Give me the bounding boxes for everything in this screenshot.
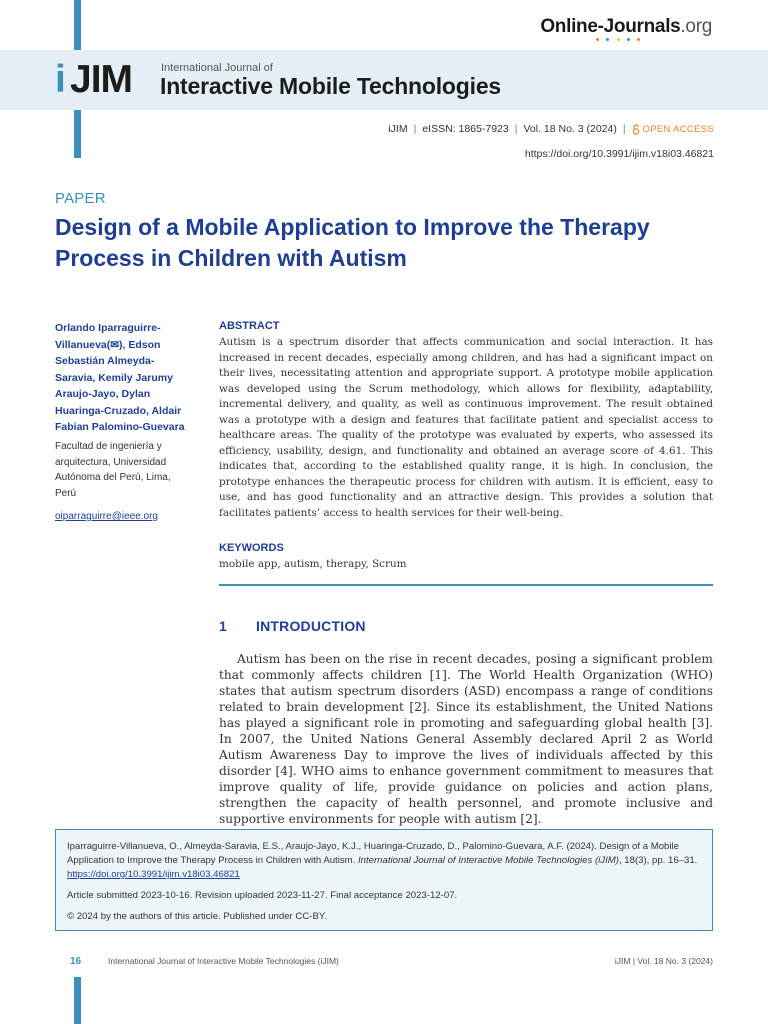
brand-dot bbox=[637, 38, 640, 41]
citation-doi-link[interactable]: https://doi.org/10.3991/ijim.v18i03.46821 bbox=[67, 869, 240, 880]
introduction-paragraph: Autism has been on the rise in recent decades, posing a significant problem that commonly affects children [1]. The World Health Organization (WHO) states that autism spectrum disorders (ASD) encompass a range of conditions related to brain development [2]. Since its establishment, the United Nations has played a significant role in promoting and safeguarding global health [3]. In 2007, the United Nations General Assembly declared April 2 as World Autism Awareness Day to improve the lives of individuals affected by this disorder [4]. WHO aims to enhance government commitment to measures that improve quality of life, provide guidance on policies and action plans, strengthen the capacity of health personnel, and promote inclusive and supportive environments for people with autism [2]. bbox=[219, 652, 713, 826]
logo-i: i bbox=[55, 58, 66, 101]
author-list: Orlando Iparraguirre-Villanueva(✉), Edson Sebastián Almeyda-Saravia, Kemily Jarumy Araujo-Jayo, Dylan Huaringa-Cruzado, Aldair Fabian Palomino-Guevara bbox=[55, 322, 185, 433]
page-number: 16 bbox=[70, 956, 82, 967]
citation-prefix: Iparraguirre-Villanueva, O., Almeyda-Saravia, E.S., Araujo-Jayo, K.J., Huaringa-Cruzado, D., Palomino-Guevara, A.F. (2024). Design of a Mobile Application to Improve the Therapy Process in Children with Autism. bbox=[67, 841, 679, 866]
eissn: eISSN: 1865-7923 bbox=[422, 123, 509, 135]
accent-bar-top bbox=[74, 0, 81, 50]
citation-text bbox=[67, 840, 701, 882]
citation-box bbox=[55, 829, 713, 931]
section-number: 1 bbox=[219, 618, 227, 634]
citation-journal: International Journal of Interactive Mobile Technologies (iJIM) bbox=[357, 855, 619, 866]
footer-journal-name: International Journal of Interactive Mobile Technologies (iJIM) bbox=[108, 956, 339, 966]
accent-bar-bottom bbox=[74, 977, 81, 1024]
journal-prefix: International Journal of bbox=[161, 62, 273, 74]
brand-dots bbox=[596, 38, 640, 42]
brand-dot bbox=[627, 38, 630, 41]
section-heading: INTRODUCTION bbox=[256, 618, 366, 634]
abstract-heading: ABSTRACT bbox=[219, 320, 280, 332]
logo-jim: JIM bbox=[70, 58, 133, 101]
issue-meta bbox=[388, 123, 714, 135]
separator: | bbox=[514, 123, 518, 135]
accent-bar-mid bbox=[74, 110, 81, 158]
corresponding-email[interactable]: oiparraguirre@ieee.org bbox=[55, 511, 158, 522]
publisher-brand[interactable] bbox=[540, 16, 712, 38]
open-access-badge bbox=[632, 124, 714, 135]
volume: Vol. 18 No. 3 (2024) bbox=[523, 123, 617, 135]
brand-tld: .org bbox=[680, 16, 712, 37]
brand-name: Online-Journals bbox=[540, 16, 681, 37]
brand-dot bbox=[596, 38, 599, 41]
article-title: Design of a Mobile Application to Improve the Therapy Process in Children with Autism bbox=[55, 214, 650, 271]
separator: | bbox=[413, 123, 417, 135]
journal-name: Interactive Mobile Technologies bbox=[160, 73, 502, 99]
abstract-text: Autism is a spectrum disorder that affects communication and social interaction. It has increased in recent decades, especially among children, and has had a significant impact on their lives, necessitating attention and appropriate support. A prototype mobile application was developed using the Scrum methodology, which allows for flexibility, adaptability, incremental delivery, and quality, as well as continuous improvement. The result obtained was a prototype with a design and features that facilitate patient and specialist access to healthcare areas. The quality of the prototype was evaluated by experts, who assessed its efficiency, usability, design, and functionality and obtained an average score of 4.61. This indicates that, according to the established quality range, it is high. In conclusion, the prototype enhances the therapeutic process for children with autism. It is efficient, easy to use, and has good functionality and an attractive design. This provides a solution that facilitates patients’ access to health services for their well-being. bbox=[219, 336, 713, 519]
brand-dot bbox=[617, 38, 620, 41]
license-statement: © 2024 by the authors of this article. Published under CC-BY. bbox=[67, 911, 327, 922]
keywords-text: mobile app, autism, therapy, Scrum bbox=[219, 558, 407, 570]
keywords-heading: KEYWORDS bbox=[219, 542, 284, 554]
doi-link[interactable]: https://doi.org/10.3991/ijim.v18i03.46821 bbox=[524, 148, 714, 160]
issue-abbrev: iJIM bbox=[388, 123, 408, 135]
citation-suffix: , 18(3), pp. 16–31. bbox=[618, 855, 698, 866]
affiliation: Facultad de ingeniería y arquitectura, Universidad Autónoma del Perú, Lima, Perú bbox=[55, 441, 171, 499]
open-access-label: OPEN ACCESS bbox=[642, 123, 714, 135]
article-history: Article submitted 2023-10-16. Revision uploaded 2023-11-27. Final acceptance 2023-12-07. bbox=[67, 890, 458, 901]
footer-issue-info: iJIM | Vol. 18 No. 3 (2024) bbox=[614, 956, 713, 966]
article-type: PAPER bbox=[55, 190, 106, 207]
section-divider bbox=[219, 584, 713, 586]
brand-dot bbox=[606, 38, 609, 41]
separator: | bbox=[622, 123, 626, 135]
open-lock-icon bbox=[632, 124, 640, 135]
